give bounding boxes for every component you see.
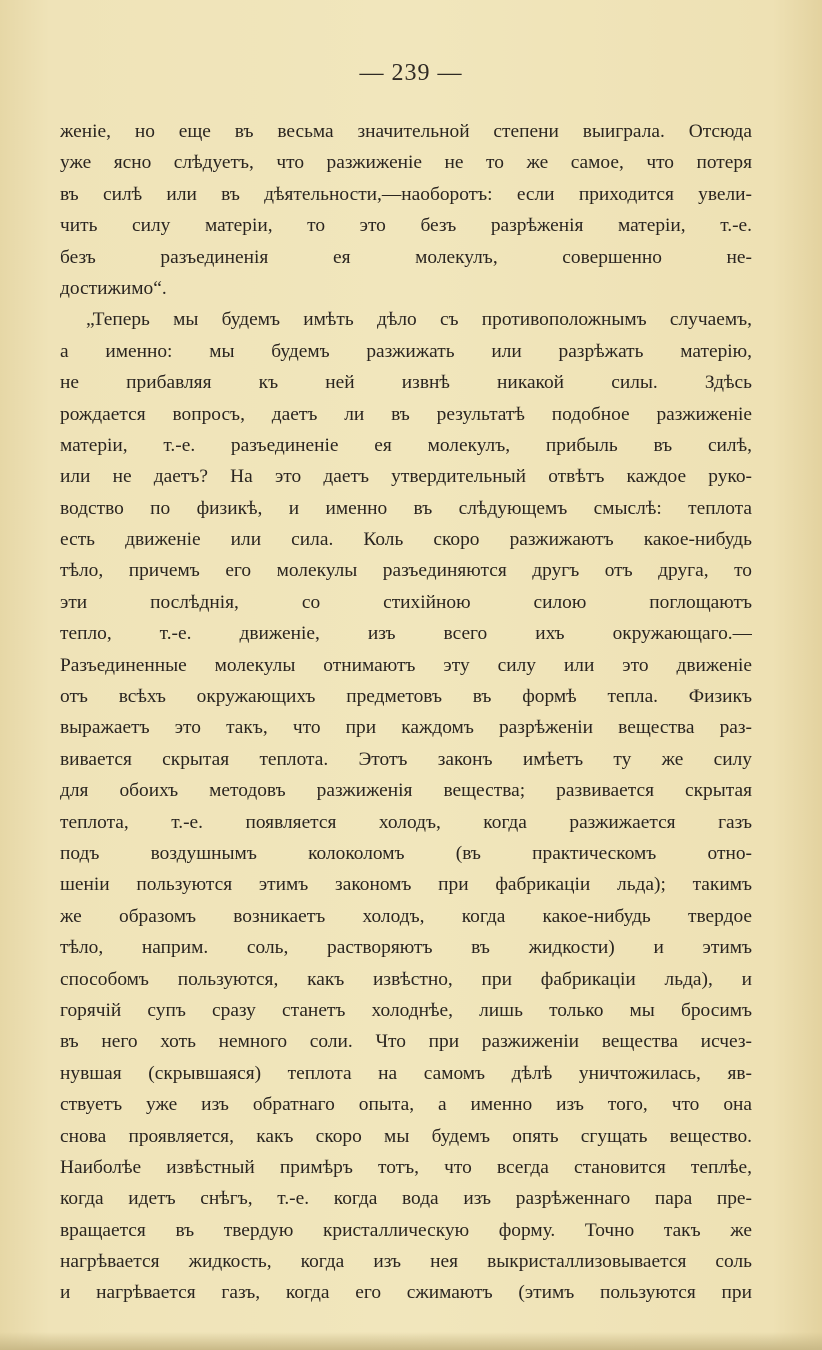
text-line: выражаетъ это такъ, что при каждомъ разрѣженіи вещества раз- — [60, 717, 752, 739]
text-line: тѣло, наприм. соль, растворяютъ въ жидкости) и этимъ — [60, 937, 752, 959]
text-line: тепло, т.-е. движеніе, изъ всего ихъ окружающаго.— — [60, 623, 752, 645]
text-line: чить силу матеріи, то это безъ разрѣженія матеріи, т.-е. — [60, 215, 752, 237]
text-line: Разъединенные молекулы отнимаютъ эту силу или это движеніе — [60, 654, 752, 676]
page-number: — 239 — — [359, 60, 463, 86]
text-line: тѣло, причемъ его молекулы разъединяются другъ отъ друга, то — [60, 560, 752, 582]
page-bottom-edge — [0, 1332, 822, 1350]
text-line: вивается скрытая теплота. Этотъ законъ имѣетъ ту же силу — [60, 748, 752, 770]
text-line: уже ясно слѣдуетъ, что разжиженіе не то же самое, что потеря — [60, 152, 752, 174]
text-line: водство по физикѣ, и именно въ слѣдующемъ смыслѣ: теплота — [60, 497, 752, 519]
text-line: теплота, т.-е. появляется холодъ, когда разжижается газъ — [60, 811, 752, 833]
text-line: горячій супъ сразу станетъ холоднѣе, лишь только мы бросимъ — [60, 999, 752, 1021]
text-line: „Теперь мы будемъ имѣть дѣло съ противоположнымъ случаемъ, — [86, 309, 752, 331]
text-line: эти послѣднія, со стихійною силою поглощаютъ — [60, 591, 752, 613]
text-line: не прибавляя къ ней извнѣ никакой силы. Здѣсь — [60, 372, 752, 394]
text-line: вращается въ твердую кристаллическую форму. Точно такъ же — [60, 1219, 752, 1241]
text-line: нувшая (скрывшаяся) теплота на самомъ дѣлѣ уничтожилась, яв- — [60, 1062, 752, 1084]
page-body-text — [60, 116, 752, 1309]
text-line: матеріи, т.-е. разъединеніе ея молекулъ, прибыль въ силѣ, — [60, 434, 752, 456]
text-line: снова проявляется, какъ скоро мы будемъ опять сгущать вещество. — [60, 1125, 752, 1147]
text-line: есть движеніе или сила. Коль скоро разжижаютъ какое-нибудь — [60, 529, 752, 551]
text-line: шеніи пользуются этимъ закономъ при фабрикаціи льда); такимъ — [60, 874, 752, 896]
text-line: или не даетъ? На это даетъ утвердительный отвѣтъ каждое руко- — [60, 466, 752, 488]
text-line: нагрѣвается жидкость, когда изъ нея выкристаллизовывается соль — [60, 1251, 752, 1273]
text-line: подъ воздушнымъ колоколомъ (въ практическомъ отно- — [60, 842, 752, 864]
text-line: Наиболѣе извѣстный примѣръ тотъ, что всегда становится теплѣе, — [60, 1156, 752, 1178]
text-line: достижимо“. — [60, 277, 167, 299]
text-line: способомъ пользуются, какъ извѣстно, при фабрикаціи льда), и — [60, 968, 752, 990]
text-line: ствуетъ уже изъ обратнаго опыта, а именно изъ того, что она — [60, 1094, 752, 1116]
text-line: въ силѣ или въ дѣятельности,—наоборотъ: если приходится увели- — [60, 183, 752, 205]
text-line: рождается вопросъ, даетъ ли въ результатѣ подобное разжиженіе — [60, 403, 752, 425]
text-line: женіе, но еще въ весьма значительной степени выиграла. Отсюда — [60, 121, 752, 142]
text-line: а именно: мы будемъ разжижать или разрѣжать матерію, — [60, 340, 752, 362]
text-line: когда идетъ снѣгъ, т.-е. когда вода изъ разрѣженнаго пара пре- — [60, 1188, 752, 1210]
text-line: и нагрѣвается газъ, когда его сжимаютъ (этимъ пользуются при — [60, 1282, 752, 1304]
text-line: безъ разъединенія ея молекулъ, совершенно не- — [60, 246, 752, 268]
text-line: для обоихъ методовъ разжиженія вещества; развивается скрытая — [60, 780, 752, 802]
text-line: же образомъ возникаетъ холодъ, когда какое-нибудь твердое — [60, 905, 752, 927]
text-line: въ него хоть немного соли. Что при разжиженіи вещества исчез- — [60, 1031, 752, 1053]
text-line: отъ всѣхъ окружающихъ предметовъ въ формѣ тепла. Физикъ — [60, 686, 752, 708]
